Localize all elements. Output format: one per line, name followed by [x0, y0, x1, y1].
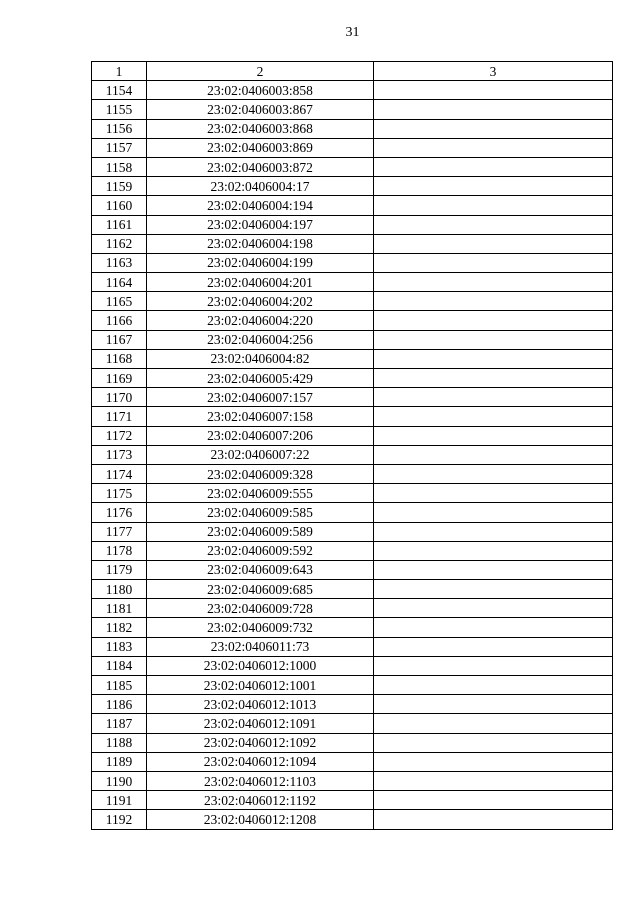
row-number-cell: 1164 [92, 273, 147, 292]
note-cell [374, 733, 613, 752]
table-row [92, 522, 613, 541]
cadastral-number-cell: 23:02:0406007:158 [147, 407, 374, 426]
note-cell [374, 580, 613, 599]
note-cell [374, 484, 613, 503]
row-number-cell: 1186 [92, 695, 147, 714]
table-row [92, 177, 613, 196]
column-header-2: 2 [147, 62, 374, 81]
cadastral-number-cell: 23:02:0406005:429 [147, 369, 374, 388]
cadastral-number-cell: 23:02:0406009:728 [147, 599, 374, 618]
note-cell [374, 618, 613, 637]
cadastral-number-cell: 23:02:0406012:1094 [147, 752, 374, 771]
cadastral-number-cell: 23:02:0406007:206 [147, 426, 374, 445]
cadastral-number-cell: 23:02:0406009:555 [147, 484, 374, 503]
cadastral-table [91, 61, 613, 830]
cadastral-number-cell: 23:02:0406012:1103 [147, 771, 374, 790]
cadastral-number-cell: 23:02:0406004:202 [147, 292, 374, 311]
table-row [92, 311, 613, 330]
cadastral-number-cell: 23:02:0406004:82 [147, 349, 374, 368]
table-row [92, 138, 613, 157]
column-header-3: 3 [374, 62, 613, 81]
row-number-cell: 1169 [92, 369, 147, 388]
row-number-cell: 1158 [92, 157, 147, 176]
note-cell [374, 292, 613, 311]
row-number-cell: 1157 [92, 138, 147, 157]
note-cell [374, 503, 613, 522]
cadastral-number-cell: 23:02:0406003:868 [147, 119, 374, 138]
row-number-cell: 1174 [92, 464, 147, 483]
cadastral-number-cell: 23:02:0406004:256 [147, 330, 374, 349]
cadastral-number-cell: 23:02:0406009:685 [147, 580, 374, 599]
column-header-1: 1 [92, 62, 147, 81]
cadastral-number-cell: 23:02:0406009:328 [147, 464, 374, 483]
table-row [92, 234, 613, 253]
table-row [92, 369, 613, 388]
note-cell [374, 560, 613, 579]
table-row [92, 637, 613, 656]
note-cell [374, 119, 613, 138]
note-cell [374, 311, 613, 330]
cadastral-number-cell: 23:02:0406009:589 [147, 522, 374, 541]
note-cell [374, 234, 613, 253]
cadastral-number-cell: 23:02:0406003:867 [147, 100, 374, 119]
note-cell [374, 177, 613, 196]
cadastral-number-cell: 23:02:0406007:157 [147, 388, 374, 407]
table-row [92, 752, 613, 771]
note-cell [374, 752, 613, 771]
note-cell [374, 330, 613, 349]
row-number-cell: 1171 [92, 407, 147, 426]
table-row [92, 407, 613, 426]
cadastral-number-cell: 23:02:0406009:643 [147, 560, 374, 579]
table-header-row [92, 62, 613, 81]
row-number-cell: 1162 [92, 234, 147, 253]
table-row [92, 330, 613, 349]
note-cell [374, 349, 613, 368]
note-cell [374, 791, 613, 810]
cadastral-number-cell: 23:02:0406012:1001 [147, 676, 374, 695]
cadastral-number-cell: 23:02:0406009:732 [147, 618, 374, 637]
table-row [92, 714, 613, 733]
note-cell [374, 771, 613, 790]
table-row [92, 560, 613, 579]
table-row [92, 100, 613, 119]
page-number: 31 [345, 25, 360, 40]
table-row [92, 771, 613, 790]
row-number-cell: 1190 [92, 771, 147, 790]
note-cell [374, 157, 613, 176]
note-cell [374, 388, 613, 407]
table-row [92, 695, 613, 714]
note-cell [374, 714, 613, 733]
note-cell [374, 637, 613, 656]
table-row [92, 618, 613, 637]
cadastral-number-cell: 23:02:0406004:17 [147, 177, 374, 196]
cadastral-number-cell: 23:02:0406003:858 [147, 81, 374, 100]
note-cell [374, 407, 613, 426]
row-number-cell: 1177 [92, 522, 147, 541]
table-row [92, 81, 613, 100]
row-number-cell: 1160 [92, 196, 147, 215]
row-number-cell: 1191 [92, 791, 147, 810]
cadastral-number-cell: 23:02:0406007:22 [147, 445, 374, 464]
cadastral-number-cell: 23:02:0406004:220 [147, 311, 374, 330]
note-cell [374, 369, 613, 388]
table-row [92, 196, 613, 215]
table-row [92, 157, 613, 176]
table-row [92, 388, 613, 407]
row-number-cell: 1172 [92, 426, 147, 445]
table-row [92, 676, 613, 695]
table-row [92, 426, 613, 445]
note-cell [374, 695, 613, 714]
cadastral-number-cell: 23:02:0406012:1192 [147, 791, 374, 810]
row-number-cell: 1192 [92, 810, 147, 829]
note-cell [374, 541, 613, 560]
note-cell [374, 464, 613, 483]
cadastral-number-cell: 23:02:0406003:869 [147, 138, 374, 157]
cadastral-number-cell: 23:02:0406004:199 [147, 253, 374, 272]
cadastral-number-cell: 23:02:0406004:194 [147, 196, 374, 215]
cadastral-number-cell: 23:02:0406012:1091 [147, 714, 374, 733]
table-row [92, 215, 613, 234]
row-number-cell: 1163 [92, 253, 147, 272]
row-number-cell: 1168 [92, 349, 147, 368]
note-cell [374, 445, 613, 464]
row-number-cell: 1184 [92, 656, 147, 675]
cadastral-number-cell: 23:02:0406009:592 [147, 541, 374, 560]
note-cell [374, 426, 613, 445]
row-number-cell: 1175 [92, 484, 147, 503]
table-row [92, 599, 613, 618]
table-body [92, 81, 613, 829]
cadastral-number-cell: 23:02:0406012:1208 [147, 810, 374, 829]
row-number-cell: 1181 [92, 599, 147, 618]
row-number-cell: 1156 [92, 119, 147, 138]
row-number-cell: 1188 [92, 733, 147, 752]
row-number-cell: 1166 [92, 311, 147, 330]
table-row [92, 791, 613, 810]
cadastral-number-cell: 23:02:0406004:201 [147, 273, 374, 292]
table-row [92, 503, 613, 522]
row-number-cell: 1167 [92, 330, 147, 349]
row-number-cell: 1182 [92, 618, 147, 637]
row-number-cell: 1189 [92, 752, 147, 771]
note-cell [374, 253, 613, 272]
note-cell [374, 656, 613, 675]
table-row [92, 656, 613, 675]
cadastral-number-cell: 23:02:0406004:197 [147, 215, 374, 234]
note-cell [374, 81, 613, 100]
note-cell [374, 273, 613, 292]
table-row [92, 253, 613, 272]
note-cell [374, 676, 613, 695]
row-number-cell: 1179 [92, 560, 147, 579]
cadastral-number-cell: 23:02:0406011:73 [147, 637, 374, 656]
note-cell [374, 196, 613, 215]
note-cell [374, 599, 613, 618]
table-row [92, 445, 613, 464]
note-cell [374, 100, 613, 119]
table-row [92, 580, 613, 599]
cadastral-number-cell: 23:02:0406012:1092 [147, 733, 374, 752]
note-cell [374, 215, 613, 234]
row-number-cell: 1173 [92, 445, 147, 464]
row-number-cell: 1161 [92, 215, 147, 234]
cadastral-number-cell: 23:02:0406003:872 [147, 157, 374, 176]
table-row [92, 810, 613, 829]
row-number-cell: 1187 [92, 714, 147, 733]
cadastral-number-cell: 23:02:0406009:585 [147, 503, 374, 522]
row-number-cell: 1178 [92, 541, 147, 560]
cadastral-number-cell: 23:02:0406012:1013 [147, 695, 374, 714]
note-cell [374, 522, 613, 541]
row-number-cell: 1155 [92, 100, 147, 119]
row-number-cell: 1180 [92, 580, 147, 599]
table-row [92, 292, 613, 311]
table-row [92, 273, 613, 292]
row-number-cell: 1185 [92, 676, 147, 695]
row-number-cell: 1165 [92, 292, 147, 311]
note-cell [374, 810, 613, 829]
table-row [92, 119, 613, 138]
table-row [92, 484, 613, 503]
table-row [92, 464, 613, 483]
row-number-cell: 1183 [92, 637, 147, 656]
cadastral-number-cell: 23:02:0406012:1000 [147, 656, 374, 675]
table-row [92, 349, 613, 368]
cadastral-number-cell: 23:02:0406004:198 [147, 234, 374, 253]
table-row [92, 733, 613, 752]
row-number-cell: 1154 [92, 81, 147, 100]
table-row [92, 541, 613, 560]
row-number-cell: 1159 [92, 177, 147, 196]
row-number-cell: 1176 [92, 503, 147, 522]
note-cell [374, 138, 613, 157]
row-number-cell: 1170 [92, 388, 147, 407]
